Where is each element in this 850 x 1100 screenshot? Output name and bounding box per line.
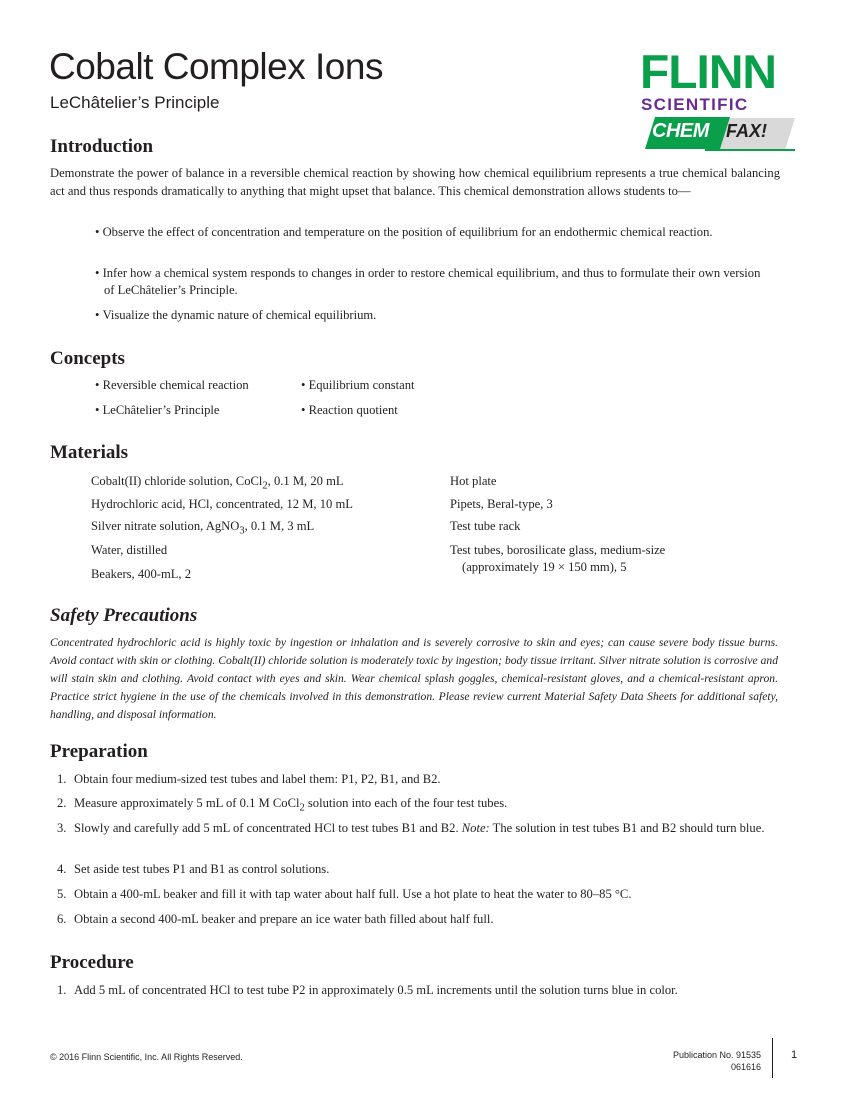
document-subtitle: LeChâtelier’s Principle bbox=[50, 93, 220, 112]
introduction-heading: Introduction bbox=[50, 136, 154, 157]
material-item: Test tube rack bbox=[450, 519, 521, 533]
preparation-step: 5. Obtain a 400-mL beaker and fill it with tap water about half full. Use a hot plate to heat the water to 80–85 °C. bbox=[57, 887, 632, 901]
preparation-heading: Preparation bbox=[50, 741, 148, 762]
introduction-bullet: • Observe the effect of concentration and temperature on the position of equilibrium for an endothermic chemical reaction. bbox=[95, 224, 764, 241]
material-item: Test tubes, borosilicate glass, medium-size (approximately 19 × 150 mm), 5 bbox=[450, 543, 666, 574]
material-item: Pipets, Beral-type, 3 bbox=[450, 497, 553, 511]
footer-copyright: © 2016 Flinn Scientific, Inc. All Rights Reserved. bbox=[50, 1052, 243, 1062]
materials-heading: Materials bbox=[50, 442, 129, 463]
publication-code: 061616 bbox=[730, 1062, 761, 1072]
concept-item: • Reaction quotient bbox=[301, 402, 398, 419]
preparation-step: 2. Measure approximately 5 mL of 0.1 M CoCl$_2$ solution into each of the four test tubes. bbox=[57, 796, 508, 814]
material-item: Hot plate bbox=[450, 474, 497, 488]
concepts-heading: Concepts bbox=[50, 348, 125, 369]
logo-chem-text: CHEM bbox=[652, 120, 709, 142]
safety-heading: Safety Precautions bbox=[50, 605, 198, 626]
footer-publication bbox=[673, 1049, 761, 1073]
publication-number: Publication No. 91535 bbox=[672, 1050, 761, 1060]
preparation-step: 3. Slowly and carefully add 5 mL of concentrated HCl to test tubes B1 and B2. Note: The solution in test tubes B1 and B2 should turn blue. bbox=[57, 821, 765, 835]
material-item: Hydrochloric acid, HCl, concentrated, 12 M, 10 mL bbox=[91, 497, 353, 511]
material-item: Silver nitrate solution, AgNO$_3$, 0.1 M, 3 mL bbox=[91, 519, 315, 537]
footer-divider bbox=[772, 1038, 773, 1078]
introduction-bullet: • Visualize the dynamic nature of chemical equilibrium. bbox=[95, 307, 764, 324]
procedure-step: 1. Add 5 mL of concentrated HCl to test tube P2 in approximately 0.5 mL increments until the solution turns blue in color. bbox=[57, 983, 678, 997]
preparation-step: 4. Set aside test tubes P1 and B1 as control solutions. bbox=[57, 862, 330, 876]
introduction-text: Demonstrate the power of balance in a reversible chemical reaction by showing how chemical equilibrium represents a true chemical balancing act and thus responds dramatically to anything that might upset that balance. This chemical demonstration allows students to— bbox=[50, 166, 780, 198]
material-item: Water, distilled bbox=[91, 543, 168, 557]
page-number: 1 bbox=[791, 1049, 798, 1061]
concept-item: • Equilibrium constant bbox=[301, 377, 415, 394]
procedure-heading: Procedure bbox=[50, 952, 134, 973]
introduction-bullet: • Infer how a chemical system responds to changes in order to restore chemical equilibrium, and thus to formulate their own version of LeChâtelier’s Principle. bbox=[95, 265, 764, 299]
flinn-scientific-logo bbox=[638, 45, 800, 152]
concept-item: • Reversible chemical reaction bbox=[95, 377, 249, 394]
preparation-step: 1. Obtain four medium-sized test tubes and label them: P1, P2, B1, and B2. bbox=[57, 772, 441, 786]
document-title: Cobalt Complex Ions bbox=[49, 46, 383, 87]
preparation-step: 6. Obtain a second 400-mL beaker and prepare an ice water bath filled about half full. bbox=[57, 912, 494, 926]
material-item: Beakers, 400-mL, 2 bbox=[91, 567, 192, 581]
logo-flinn-text: FLINN bbox=[640, 45, 777, 98]
logo-scientific-text: SCIENTIFIC bbox=[641, 95, 749, 114]
safety-text: Concentrated hydrochloric acid is highly toxic by ingestion or inhalation and is severely corrosive to skin and eyes; can cause severe body tissue burns. Avoid contact with skin or clothing. Cobalt(II) chloride solution is moderately toxic by ingestion; body tissue irritant. Silver nitrate solution is corrosive and will stain skin and clothing. Avoid contact with eyes and skin. Wear chemical splash goggles, chemical-resistant gloves, and a chemical-resistant apron. Practice strict hygiene in the use of the chemicals involved in this demonstration. Please review current Material Safety Data Sheets for additional safety, handling, and disposal information. bbox=[50, 636, 778, 721]
material-item: Cobalt(II) chloride solution, CoCl$_2$, 0.1 M, 20 mL bbox=[91, 474, 344, 492]
logo-fax-text: FAX! bbox=[726, 121, 768, 141]
concept-item: • LeChâtelier’s Principle bbox=[95, 402, 220, 419]
